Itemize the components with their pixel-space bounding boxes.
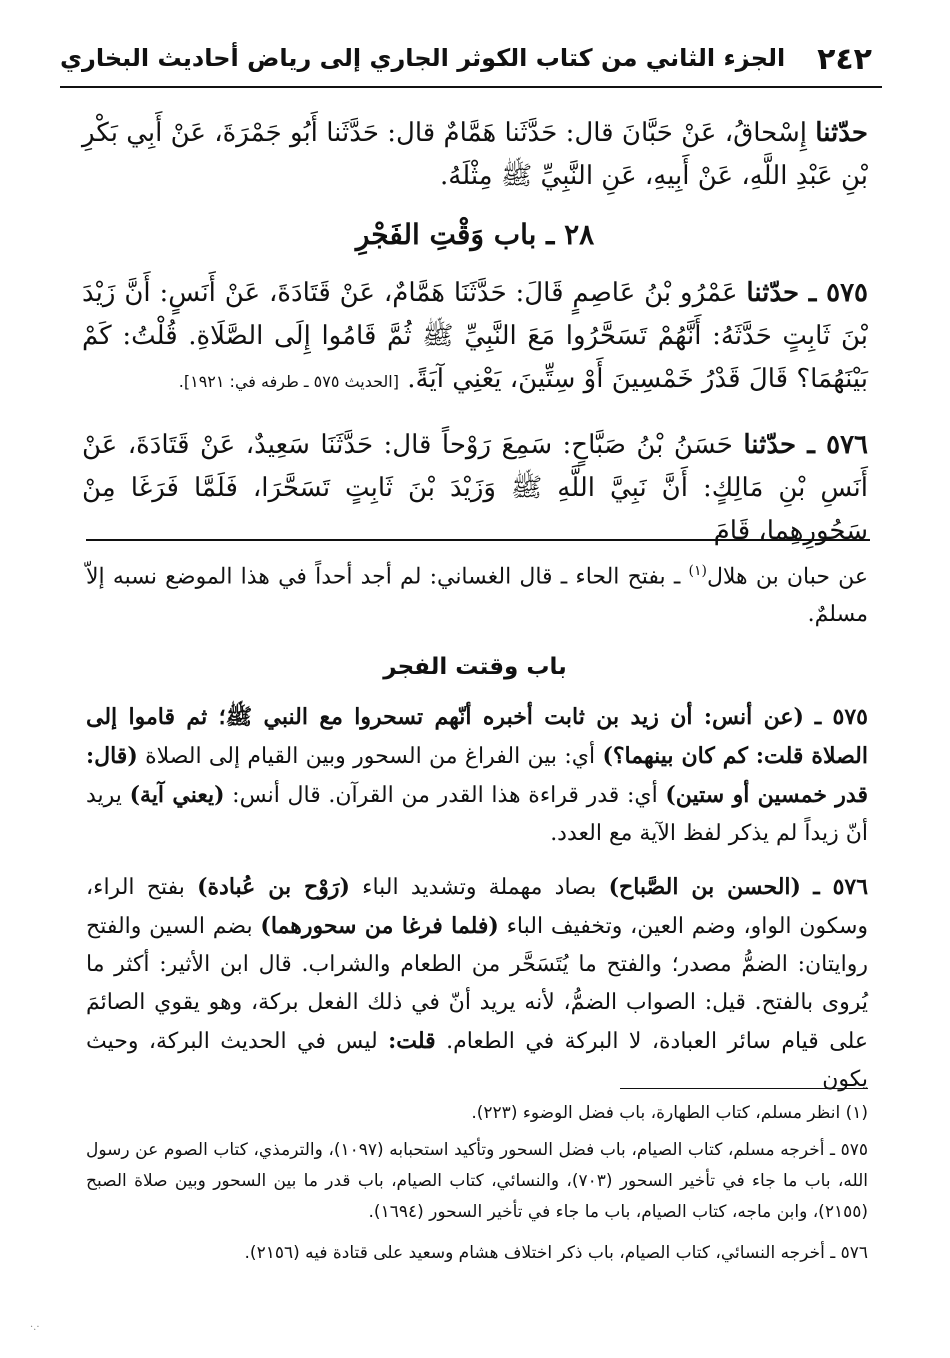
c575-text1: أي: بين الفراغ من السحور وبين القيام إلى الصلاة	[145, 744, 596, 769]
footnote-575: ٥٧٥ ـ أخرجه مسلم، كتاب الصيام، باب فضل السحور وتأكيد استحبابه (١٠٩٧)، والترمذي، كتاب الصوم عن رسول الله، باب ما جاء في تأخير السحور (٧٠٣)، والنسائي، كتاب الصيام، باب قدر ما بين السحور وبين صلاة الصبح (٢١٥٥)، وابن ماجه، كتاب الصيام، باب ما جاء في تأخير السحور (١٦٩٤).	[86, 1140, 869, 1222]
c576-quote2: (رَوْح بن عُبادة)	[197, 874, 350, 900]
commentary-section-title: باب وقتت الفجر	[383, 654, 567, 680]
c576-number: ٥٧٦ ـ	[813, 874, 869, 900]
header-rule	[60, 86, 882, 88]
intro-lead: حدّثنا	[815, 118, 868, 148]
hadith-575-lead: ٥٧٥ ـ حدّثنا	[746, 278, 869, 308]
c576-text2: بفتح الراء، وسكون الواو، وضم العين، وتخفيف الباء	[86, 875, 869, 939]
page-number: ٢٤٢	[817, 42, 872, 77]
page-header	[60, 36, 882, 86]
footnote-rule	[620, 1088, 868, 1089]
matn-intro	[82, 112, 868, 198]
chapter-title: ٢٨ ـ باب وَقْتِ الفَجْرِ	[355, 218, 595, 251]
c575-text2: أي: قدر قراءة هذا القدر من القرآن. قال أنس:	[232, 783, 658, 808]
c575-quote3: (يعني آية)	[129, 782, 225, 808]
c576-quote1: (الحسن بن الصَّباح)	[608, 874, 801, 900]
hadith-575	[82, 272, 868, 403]
hadith-575-text: عَمْرُو بْنُ عَاصِمٍ قَالَ: حَدَّثَنَا هَمَّامٌ، عَنْ قَتَادَةَ، عَنْ أَنَسٍ: أَنَّ زَيْدَ بْنَ ثَابِتٍ حَدَّثَهُ: أَنَّهُمْ تَسَحَّرُوا مَعَ النَّبِيِّ ﷺ ثُمَّ قَامُوا إِلَى الصَّلَاةِ. قُلْتُ: كَمْ بَيْنَهُمَا؟ قَالَ قَدْرُ خَمْسِينَ أَوْ سِتِّينَ، يَعْنِي آيَةً.	[82, 278, 868, 394]
hadith-576-lead: ٥٧٦ ـ حدّثنا	[743, 430, 869, 460]
c576-text3: بضم السين والفتح روايتان: الضمُّ مصدر؛ والفتح ما يُتَسَحَّر من الطعام والشراب. قال ابن الأثير: أكثر ما يُروى بالفتح. قيل: الصواب الضمُّ، لأنه يريد أنّ في ذلك الفعل بركة، وهو يقوي الصائمَ على قيام سائر العبادة، لا البركة في الطعام.	[86, 914, 869, 1054]
footnote-576: ٥٧٦ ـ أخرجه النسائي، كتاب الصيام، باب ذكر اختلاف هشام وسعيد على قتادة فيه (٢١٥٦).	[244, 1243, 868, 1263]
footnote-ref: (١)	[688, 563, 707, 579]
note-after-ref: ـ بفتح الحاء ـ قال الغساني: لم أجد أحداً في هذا الموضع نسبه إلاّ مسلمٌ.	[86, 564, 868, 628]
note-before-ref: عن حبان بن هلال	[706, 564, 868, 590]
hadith-575-ref: [الحديث ٥٧٥ ـ طرفه في: ١٩٢١].	[178, 372, 399, 391]
hadith-576-text: حَسَنُ بْنُ صَبَّاحٍ: سَمِعَ رَوْحاً قال: حَدَّثَنَا سَعِيدٌ، عَنْ قَتَادَةَ، عَنْ أَنَسِ بْنِ مَالِكٍ: أَنَّ نَبِيَّ اللَّهِ ﷺ وَزَيْدَ بْنَ ثَابِتٍ تَسَحَّرَا، فَلَمَّا فَرَغَا مِنْ سَحُورِهِما، قَامَ	[82, 430, 868, 546]
c576-text1: بصاد مهملة وتشديد الباء	[362, 875, 597, 900]
scan-speck: ·.·	[30, 1322, 40, 1333]
commentary-note	[86, 552, 868, 634]
hadith-576	[82, 424, 868, 553]
commentary-575	[86, 698, 868, 853]
c575-text3: يريد أنّ زيداً لم يذكر لفظ الآية مع العدد.	[86, 783, 868, 846]
section-separator	[86, 539, 870, 541]
footnote-1: (١) انظر مسلم، كتاب الطهارة، باب فضل الوضوء (٢٢٣).	[471, 1103, 868, 1123]
commentary-576	[86, 868, 868, 1099]
c576-text4: ليس في الحديث البركة، وحيث يكون	[86, 1029, 868, 1092]
running-title: الجزء الثاني من كتاب الكوثر الجاري إلى رياض أحاديث البخاري	[60, 44, 786, 72]
intro-text: إِسْحاقُ، عَنْ حَبَّانَ قال: حَدَّثَنا هَمَّامٌ قال: حَدَّثَنا أَبُو جَمْرَةَ، عَنْ أَبِي بَكْرِ بْنِ عَبْدِ اللَّهِ، عَنْ أَبِيهِ، عَنِ النَّبِيِّ ﷺ مِثْلَهُ.	[82, 118, 868, 191]
c575-number: ٥٧٥ ـ	[814, 704, 868, 730]
c576-quote3: (فلما فرغا من سحورهما)	[260, 913, 499, 939]
c576-quote4: قلت:	[388, 1028, 436, 1054]
c575-quote2: (قال: قدر خمسين أو ستين)	[86, 743, 868, 808]
c575-quote1: (عن أنس: أن زيد بن ثابت أخبره أنّهم تسحروا مع النبي ﷺ؛ ثم قاموا إلى الصلاة قلت: كم كان بينهما؟)	[86, 704, 868, 769]
